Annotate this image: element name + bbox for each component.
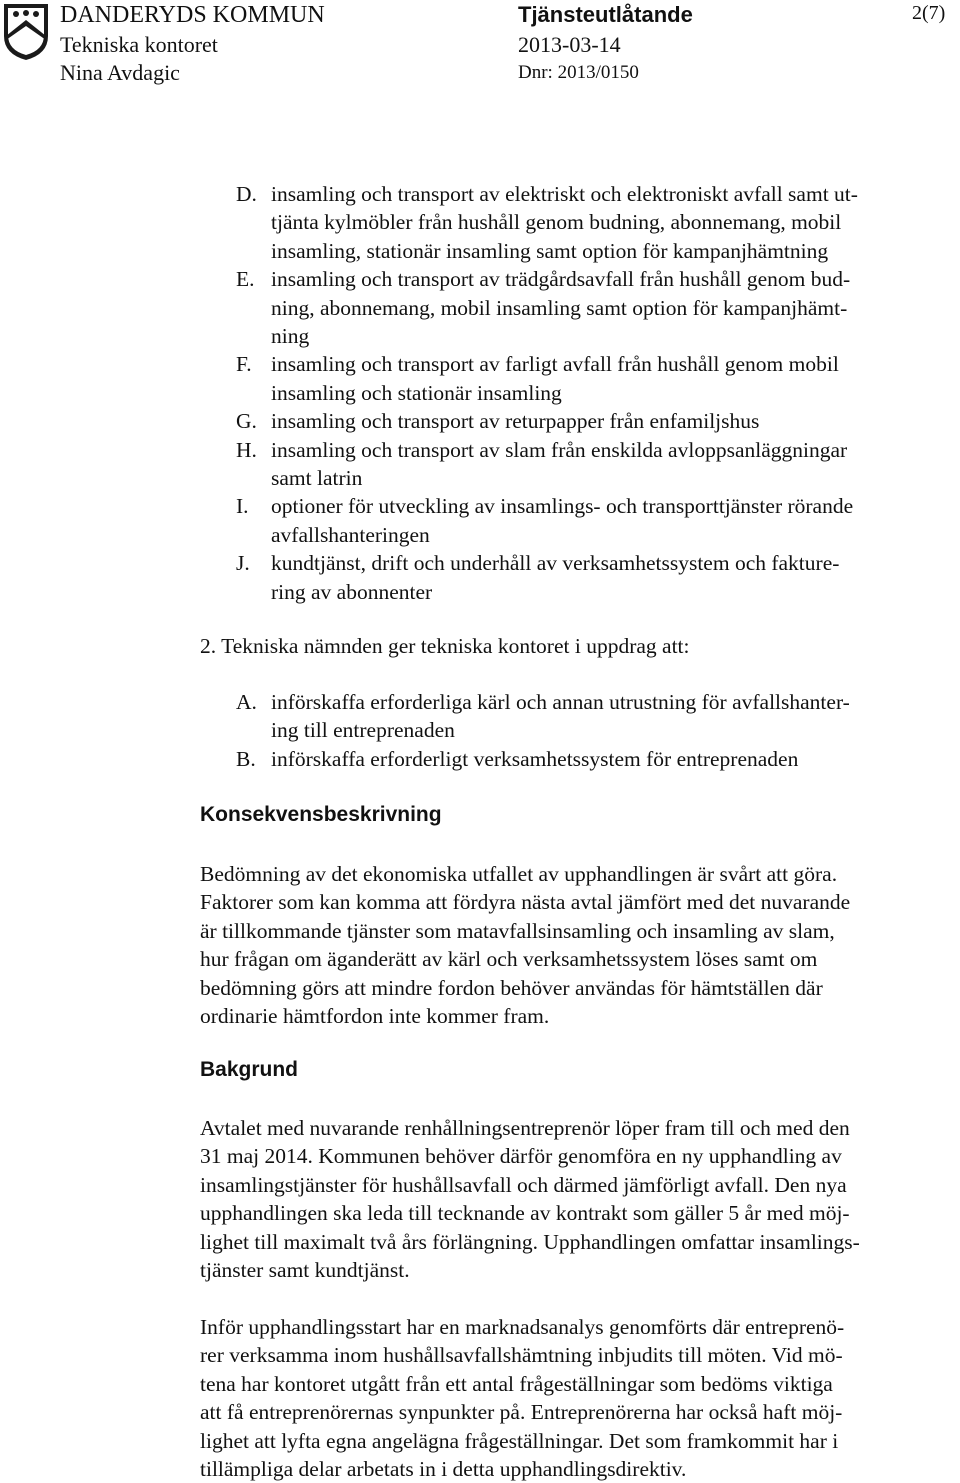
list-item-letter: I.: [236, 494, 249, 519]
municipality-logo: [2, 2, 50, 62]
list-item-text: insamling och transport av farligt avfall från hushåll genom mobil: [271, 352, 839, 377]
paragraph-line: bedömning görs att mindre fordon behöver användas för hämtställen där: [200, 975, 823, 1000]
list-item-letter: E.: [236, 267, 255, 292]
paragraph-line: tena har kontoret utgått från ett antal frågeställningar som bedöms viktiga: [200, 1371, 833, 1396]
paragraph-line: Bedömning av det ekonomiska utfallet av upphandlingen är svårt att göra.: [200, 862, 838, 886]
list-item-text: insamling och transport av elektriskt och elektroniskt avfall samt ut-: [271, 182, 858, 206]
list-item-text: ning: [271, 324, 310, 348]
list-item-text: optioner för utveckling av insamlings- och transporttjänster rörande: [271, 494, 854, 519]
paragraph-line: tillämpliga delar arbetats in i detta upphandlingsdirektiv.: [200, 1457, 687, 1481]
list-item-text: införskaffa erforderliga kärl och annan utrustning för avfallshanter-: [271, 690, 850, 714]
paragraph-line: hur frågan om äganderätt av kärl och verksamhetssystem löses samt om: [200, 947, 818, 972]
paragraph-line: att få entreprenörernas synpunkter på. Entreprenörerna har också haft möj-: [200, 1400, 843, 1425]
paragraph-line: upphandlingen ska leda till tecknande av kontrakt som gäller 5 år med möj-: [200, 1201, 850, 1226]
list-item-letter: F.: [236, 352, 252, 377]
paragraph-line: ordinarie hämtfordon inte kommer fram.: [200, 1004, 550, 1028]
list-item-text: införskaffa erforderligt verksamhetssystem för entreprenaden: [271, 746, 799, 771]
list-item-text: ing till entreprenaden: [271, 718, 455, 743]
list-item-text: insamling och transport av trädgårdsavfall från hushåll genom bud-: [271, 267, 851, 292]
author: Nina Avdagic: [60, 60, 180, 85]
list-item-text: ning, abonnemang, mobil insamling samt option för kampanjhämt-: [271, 295, 848, 320]
page-number: 2(7): [912, 2, 946, 24]
paragraph-line: är tillkommande tjänster som matavfallsinsamling och insamling av slam,: [200, 918, 835, 943]
list-item-text: avfallshanteringen: [271, 522, 430, 547]
org-name: DANDERYDS KOMMUN: [60, 2, 325, 28]
list-item-text: ring av abonnenter: [271, 579, 433, 604]
section-heading: Bakgrund: [200, 1058, 299, 1081]
department: Tekniska kontoret: [60, 32, 218, 57]
list-item-letter: H.: [236, 437, 257, 462]
document-type: Tjänsteutlåtande: [518, 2, 693, 27]
paragraph-line: Faktorer som kan komma att fördyra nästa avtal jämfört med det nuvarande: [200, 890, 851, 915]
list-item-text: insamling och stationär insamling: [271, 380, 562, 405]
diary-number: Dnr: 2013/0150: [518, 62, 639, 83]
paragraph-line: Avtalet med nuvarande renhållningsentreprenör löper fram till och med den: [200, 1116, 850, 1140]
list-item-text: tjänta kylmöbler från hushåll genom budning, abonnemang, mobil: [271, 210, 842, 235]
section-heading: Konsekvensbeskrivning: [200, 803, 442, 826]
document-date: 2013-03-14: [518, 32, 621, 57]
list-item-text: kundtjänst, drift och underhåll av verksamhetssystem och fakture-: [271, 551, 840, 576]
list-item-text: insamling, stationär insamling samt option för kampanjhämtning: [271, 238, 829, 263]
paragraph-line: Inför upphandlingsstart har en marknadsanalys genomförts där entreprenö-: [200, 1315, 845, 1339]
paragraph-line: 31 maj 2014. Kommunen behöver därför genomföra en ny upphandling av: [200, 1144, 842, 1169]
paragraph-line: lighet till maximalt två års förlängning. Upphandlingen omfattar insamlings-: [200, 1229, 860, 1254]
list-item-letter: J.: [236, 551, 250, 576]
numbered-paragraph: 2. Tekniska nämnden ger tekniska kontoret i uppdrag att:: [200, 634, 690, 658]
list-item-text: insamling och transport av slam från enskilda avloppsanläggningar: [271, 437, 848, 462]
paragraph-line: tjänster samt kundtjänst.: [200, 1258, 410, 1282]
list-item-letter: D.: [236, 182, 257, 206]
paragraph-line: rer verksamma inom hushållsavfallshämtning inbjudits till möten. Vid mö-: [200, 1343, 843, 1368]
list-item-text: insamling och transport av returpapper från enfamiljshus: [271, 409, 760, 434]
paragraph-line: insamlingstjänster för hushållsavfall och därmed jämförligt avfall. Den nya: [200, 1172, 847, 1197]
list-item-letter: B.: [236, 746, 256, 771]
list-item-letter: G.: [236, 409, 257, 434]
list-item-text: samt latrin: [271, 466, 363, 490]
list-item-letter: A.: [236, 690, 257, 714]
paragraph-line: lighet att lyfta egna angelägna frågeställningar. Det som framkommit har i: [200, 1428, 839, 1453]
